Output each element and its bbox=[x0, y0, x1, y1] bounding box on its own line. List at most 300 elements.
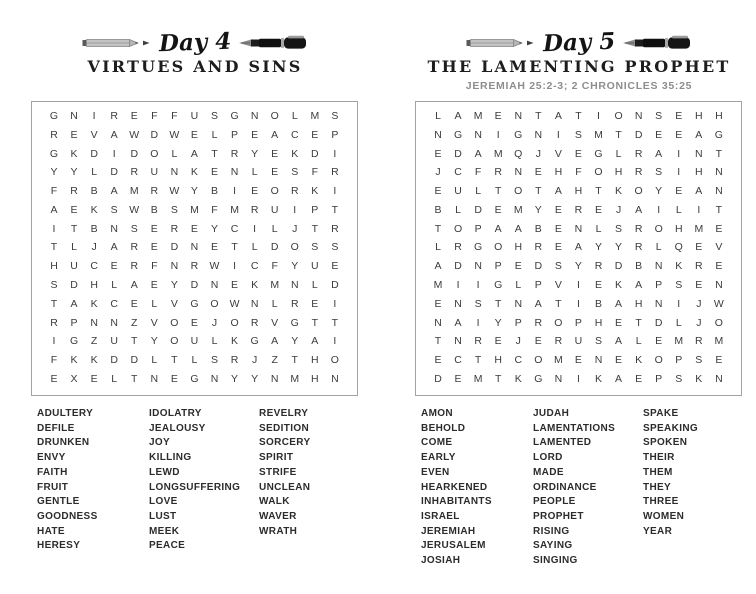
word-item: WALK bbox=[259, 496, 290, 508]
grid-letter: E bbox=[110, 260, 118, 273]
word-item: JOY bbox=[149, 437, 171, 449]
grid-letter: E bbox=[534, 335, 542, 348]
wordsearch-grid bbox=[31, 101, 358, 396]
grid-letter: R bbox=[130, 166, 139, 179]
grid-letter: E bbox=[271, 147, 279, 160]
word-item: RISING bbox=[533, 525, 570, 537]
grid-row bbox=[44, 317, 345, 329]
grid-letter: R bbox=[534, 241, 543, 254]
grid-letter: M bbox=[310, 110, 320, 122]
grid-letter: D bbox=[190, 279, 199, 292]
grid-letter: S bbox=[170, 203, 178, 216]
grid-letter: I bbox=[576, 372, 580, 385]
word-item: THREE bbox=[643, 496, 679, 508]
grid-letter: E bbox=[635, 372, 643, 385]
grid-letter: A bbox=[695, 128, 703, 141]
grid-letter: D bbox=[614, 260, 623, 273]
grid-letter: P bbox=[675, 354, 683, 367]
grid-row bbox=[44, 298, 345, 310]
grid-letter: D bbox=[110, 354, 118, 367]
word-item: HATE bbox=[37, 525, 65, 537]
grid-letter: S bbox=[655, 166, 663, 179]
grid-row bbox=[428, 373, 729, 385]
grid-letter: V bbox=[271, 316, 279, 329]
grid-letter: N bbox=[170, 166, 179, 179]
grid-letter: T bbox=[474, 354, 482, 367]
grid-letter: Y bbox=[190, 185, 198, 198]
grid-letter: E bbox=[454, 372, 462, 385]
grid-letter: T bbox=[291, 354, 298, 367]
grid-letter: R bbox=[634, 241, 643, 254]
scripture-reference: JEREMIAH 25:2-3; 2 CHRONICLES 35:25 bbox=[465, 80, 693, 92]
word-item: SPAKE bbox=[643, 408, 679, 419]
grid-row bbox=[44, 204, 345, 216]
grid-letter: E bbox=[675, 128, 683, 141]
grid-row bbox=[44, 279, 345, 291]
wordsearch-grid bbox=[415, 101, 742, 396]
grid-letter: E bbox=[494, 110, 502, 122]
grid-letter: O bbox=[614, 110, 623, 122]
grid-letter: F bbox=[50, 354, 58, 367]
word-item: SAYING bbox=[533, 540, 573, 552]
grid-letter: K bbox=[231, 335, 239, 348]
grid-letter: A bbox=[434, 260, 442, 273]
grid-letter: N bbox=[634, 110, 643, 122]
grid-letter: M bbox=[594, 128, 603, 141]
grid-letter: H bbox=[574, 185, 583, 198]
grid-letter: O bbox=[453, 222, 463, 235]
grid-letter: T bbox=[434, 335, 442, 348]
grid-letter: Y bbox=[70, 166, 78, 179]
grid-letter: V bbox=[715, 241, 723, 254]
grid-letter: U bbox=[270, 203, 279, 216]
grid-letter: D bbox=[270, 241, 279, 254]
grid-letter: R bbox=[290, 185, 299, 198]
grid-letter: R bbox=[634, 147, 643, 160]
grid-letter: E bbox=[251, 185, 259, 198]
grid-letter: U bbox=[190, 110, 199, 122]
grid-letter: T bbox=[131, 372, 138, 385]
grid-letter: Y bbox=[291, 260, 299, 273]
grid-letter: H bbox=[514, 241, 523, 254]
word-item: LEWD bbox=[149, 466, 180, 478]
word-item: SPOKEN bbox=[643, 437, 688, 449]
grid-letter: M bbox=[270, 279, 280, 292]
grid-row bbox=[428, 223, 729, 235]
grid-letter: N bbox=[110, 316, 118, 329]
grid-letter: T bbox=[50, 297, 58, 310]
grid-letter: T bbox=[575, 110, 582, 122]
grid-letter: M bbox=[129, 185, 139, 198]
grid-letter: S bbox=[655, 110, 663, 122]
puzzle-title: VIRTUES AND SINS bbox=[87, 57, 303, 76]
grid-letter: Q bbox=[674, 241, 683, 254]
grid-letter: I bbox=[333, 185, 337, 198]
grid-letter: R bbox=[574, 203, 583, 216]
grid-letter: A bbox=[615, 372, 623, 385]
grid-letter: E bbox=[210, 241, 218, 254]
word-item: THEM bbox=[643, 466, 673, 478]
grid-letter: F bbox=[50, 185, 58, 198]
grid-letter: A bbox=[190, 147, 198, 160]
grid-letter: F bbox=[271, 260, 278, 273]
grid-letter: E bbox=[594, 203, 602, 216]
grid-letter: T bbox=[494, 297, 502, 310]
grid-letter: S bbox=[594, 335, 602, 348]
word-item: WAVER bbox=[259, 510, 297, 522]
grid-letter: S bbox=[110, 203, 118, 216]
grid-letter: S bbox=[210, 110, 218, 122]
grid-letter: Y bbox=[170, 279, 178, 292]
grid-letter: D bbox=[90, 147, 98, 160]
grid-letter: A bbox=[554, 185, 562, 198]
grid-letter: O bbox=[330, 354, 339, 367]
grid-letter: K bbox=[251, 279, 259, 292]
grid-letter: I bbox=[233, 260, 237, 273]
grid-letter: P bbox=[70, 316, 78, 329]
grid-letter: G bbox=[514, 128, 523, 141]
word-item: HERESY bbox=[37, 540, 81, 552]
grid-letter: S bbox=[130, 222, 138, 235]
word-item: PEACE bbox=[149, 540, 186, 552]
grid-letter: N bbox=[170, 260, 179, 273]
grid-letter: T bbox=[494, 372, 502, 385]
word-item: JOSIAH bbox=[421, 555, 461, 567]
grid-letter: E bbox=[311, 128, 319, 141]
grid-letter: T bbox=[171, 354, 178, 367]
grid-letter: R bbox=[634, 166, 643, 179]
grid-letter: I bbox=[92, 110, 96, 122]
grid-letter: E bbox=[70, 203, 78, 216]
grid-letter: Y bbox=[251, 372, 259, 385]
grid-letter: R bbox=[70, 185, 78, 198]
grid-letter: L bbox=[435, 241, 441, 254]
grid-letter: S bbox=[331, 241, 339, 254]
grid-letter: N bbox=[210, 279, 219, 292]
grid-letter: A bbox=[655, 147, 663, 160]
grid-letter: I bbox=[677, 147, 681, 160]
grid-letter: L bbox=[595, 222, 602, 235]
grid-row bbox=[428, 110, 729, 122]
grid-letter: C bbox=[454, 166, 462, 179]
word-item: MEEK bbox=[149, 525, 180, 537]
grid-letter: G bbox=[594, 147, 603, 160]
grid-letter: N bbox=[250, 110, 259, 122]
grid-letter: T bbox=[311, 316, 319, 329]
grid-letter: E bbox=[190, 316, 198, 329]
grid-letter: A bbox=[110, 241, 118, 254]
grid-letter: K bbox=[615, 279, 623, 292]
grid-letter: R bbox=[634, 222, 643, 235]
word-list bbox=[37, 407, 359, 554]
word-item: LOVE bbox=[149, 496, 178, 508]
grid-letter: P bbox=[574, 316, 582, 329]
grid-row bbox=[428, 279, 729, 291]
grid-letter: S bbox=[210, 354, 218, 367]
grid-letter: T bbox=[331, 203, 339, 216]
grid-letter: L bbox=[211, 335, 218, 348]
grid-letter: N bbox=[250, 297, 259, 310]
grid-letter: K bbox=[675, 260, 683, 273]
grid-letter: D bbox=[654, 316, 663, 329]
grid-letter: G bbox=[534, 372, 543, 385]
grid-letter: M bbox=[433, 279, 443, 292]
grid-row bbox=[44, 241, 345, 253]
grid-letter: N bbox=[474, 128, 482, 141]
grid-letter: A bbox=[514, 222, 522, 235]
word-item: COME bbox=[421, 437, 453, 449]
grid-letter: A bbox=[70, 297, 78, 310]
grid-letter: V bbox=[150, 316, 158, 329]
grid-letter: G bbox=[290, 316, 299, 329]
grid-letter: S bbox=[331, 110, 339, 122]
grid-letter: I bbox=[333, 335, 337, 348]
grid-letter: O bbox=[634, 185, 643, 198]
grid-letter: N bbox=[290, 279, 299, 292]
grid-letter: O bbox=[170, 316, 179, 329]
grid-letter: Y bbox=[655, 185, 663, 198]
grid-letter: G bbox=[250, 335, 259, 348]
word-item: LAMENTATIONS bbox=[533, 422, 616, 434]
grid-letter: N bbox=[594, 354, 603, 367]
grid-letter: E bbox=[574, 354, 582, 367]
grid-letter: S bbox=[675, 279, 683, 292]
grid-letter: T bbox=[715, 203, 723, 216]
word-item: DRUNKEN bbox=[37, 437, 90, 449]
grid-letter: G bbox=[714, 128, 723, 141]
grid-letter: I bbox=[576, 297, 580, 310]
grid-letter: I bbox=[476, 279, 480, 292]
word-item: HEARKENED bbox=[421, 481, 488, 493]
word-item: IDOLATRY bbox=[149, 408, 202, 419]
grid-letter: E bbox=[494, 203, 502, 216]
grid-letter: R bbox=[190, 260, 199, 273]
word-item: JUDAH bbox=[533, 408, 570, 419]
grid-letter: G bbox=[190, 372, 199, 385]
grid-row bbox=[428, 317, 729, 329]
grid-letter: Z bbox=[131, 316, 138, 329]
grid-letter: S bbox=[554, 260, 562, 273]
grid-letter: B bbox=[90, 185, 98, 198]
grid-letter: R bbox=[110, 110, 118, 122]
grid-letter: J bbox=[535, 147, 541, 160]
grid-letter: M bbox=[714, 335, 724, 348]
grid-letter: R bbox=[130, 241, 139, 254]
grid-letter: Y bbox=[291, 335, 299, 348]
grid-letter: P bbox=[331, 128, 339, 141]
puzzle-title: THE LAMENTING PROPHET bbox=[427, 57, 731, 76]
grid-letter: K bbox=[90, 354, 98, 367]
grid-row bbox=[428, 298, 729, 310]
grid-letter: O bbox=[270, 110, 279, 122]
word-item: LORD bbox=[533, 452, 563, 464]
grid-letter: W bbox=[169, 185, 180, 198]
grid-letter: K bbox=[291, 147, 299, 160]
grid-letter: D bbox=[331, 279, 339, 292]
grid-row bbox=[44, 260, 345, 272]
grid-letter: N bbox=[715, 166, 723, 179]
grid-letter: A bbox=[50, 203, 58, 216]
grid-letter: X bbox=[70, 372, 78, 385]
grid-letter: Y bbox=[251, 147, 259, 160]
grid-letter: N bbox=[110, 222, 118, 235]
grid-letter: L bbox=[151, 354, 158, 367]
grid-letter: R bbox=[170, 222, 179, 235]
grid-letter: G bbox=[49, 110, 59, 122]
grid-letter: L bbox=[635, 335, 642, 348]
grid-letter: E bbox=[434, 185, 442, 198]
grid-letter: S bbox=[615, 222, 623, 235]
grid-row bbox=[44, 166, 345, 178]
grid-letter: F bbox=[311, 166, 319, 179]
grid-letter: O bbox=[714, 316, 723, 329]
grid-letter: S bbox=[574, 128, 582, 141]
grid-letter: N bbox=[90, 316, 98, 329]
grid-letter: T bbox=[535, 110, 542, 122]
grid-letter: R bbox=[594, 260, 603, 273]
grid-letter: E bbox=[150, 279, 158, 292]
word-item: STRIFE bbox=[259, 466, 297, 478]
grid-letter: A bbox=[454, 110, 462, 122]
word-item: MADE bbox=[533, 466, 564, 478]
grid-letter: P bbox=[311, 203, 319, 216]
grid-letter: A bbox=[130, 279, 138, 292]
grid-letter: O bbox=[150, 147, 159, 160]
grid-letter: E bbox=[615, 316, 623, 329]
word-item: THEIR bbox=[643, 452, 675, 464]
grid-letter: R bbox=[250, 203, 259, 216]
grid-letter: D bbox=[311, 147, 319, 160]
grid-letter: P bbox=[655, 279, 663, 292]
grid-letter: S bbox=[311, 241, 319, 254]
grid-letter: A bbox=[494, 222, 502, 235]
grid-letter: O bbox=[534, 354, 543, 367]
grid-letter: H bbox=[634, 297, 643, 310]
grid-letter: S bbox=[695, 354, 703, 367]
grid-letter: R bbox=[150, 185, 159, 198]
grid-letter: T bbox=[535, 185, 542, 198]
grid-letter: P bbox=[231, 128, 239, 141]
grid-letter: E bbox=[534, 166, 542, 179]
grid-letter: L bbox=[251, 166, 258, 179]
grid-letter: B bbox=[210, 185, 218, 198]
grid-letter: J bbox=[696, 316, 702, 329]
word-list-column bbox=[149, 407, 259, 554]
word-item: ORDINANCE bbox=[533, 481, 597, 493]
grid-letter: I bbox=[333, 297, 337, 310]
pencil-icon bbox=[82, 36, 152, 50]
grid-letter: E bbox=[494, 335, 502, 348]
word-item: EARLY bbox=[421, 452, 456, 464]
word-list-column bbox=[37, 407, 149, 554]
grid-letter: H bbox=[554, 166, 563, 179]
grid-row bbox=[428, 166, 729, 178]
grid-letter: Y bbox=[534, 203, 542, 216]
grid-letter: C bbox=[110, 297, 118, 310]
grid-letter: Y bbox=[150, 335, 158, 348]
grid-letter: Q bbox=[514, 147, 523, 160]
grid-letter: A bbox=[695, 185, 703, 198]
grid-letter: E bbox=[655, 128, 663, 141]
grid-letter: K bbox=[90, 297, 98, 310]
grid-letter: L bbox=[271, 222, 278, 235]
grid-letter: M bbox=[493, 147, 503, 160]
grid-letter: Z bbox=[271, 354, 278, 367]
grid-letter: L bbox=[251, 241, 258, 254]
grid-row bbox=[428, 260, 729, 272]
grid-letter: J bbox=[515, 335, 521, 348]
grid-letter: K bbox=[70, 147, 78, 160]
grid-letter: T bbox=[231, 241, 238, 254]
grid-letter: I bbox=[556, 128, 560, 141]
grid-letter: E bbox=[50, 372, 58, 385]
grid-letter: E bbox=[231, 279, 239, 292]
grid-letter: W bbox=[169, 128, 180, 141]
grid-letter: R bbox=[695, 260, 703, 273]
grid-letter: I bbox=[576, 279, 580, 292]
word-item: SPIRIT bbox=[259, 452, 294, 464]
grid-letter: M bbox=[694, 222, 704, 235]
grid-letter: K bbox=[70, 354, 78, 367]
word-item: LAMENTED bbox=[533, 437, 592, 449]
grid-letter: H bbox=[614, 166, 623, 179]
grid-row bbox=[428, 204, 729, 216]
grid-row bbox=[44, 129, 345, 141]
grid-letter: E bbox=[190, 128, 198, 141]
grid-letter: R bbox=[695, 335, 703, 348]
word-item: SINGING bbox=[533, 555, 578, 567]
grid-letter: G bbox=[453, 128, 463, 141]
grid-row bbox=[44, 148, 345, 160]
grid-letter: T bbox=[615, 128, 622, 141]
grid-letter: E bbox=[130, 110, 138, 122]
grid-letter: I bbox=[677, 297, 681, 310]
grid-letter: E bbox=[554, 203, 562, 216]
grid-letter: E bbox=[251, 128, 259, 141]
grid-letter: N bbox=[70, 110, 78, 122]
grid-letter: T bbox=[715, 147, 723, 160]
grid-letter: M bbox=[473, 372, 483, 385]
grid-letter: L bbox=[171, 147, 178, 160]
grid-letter: N bbox=[454, 297, 462, 310]
grid-letter: M bbox=[473, 110, 483, 122]
grid-letter: O bbox=[494, 241, 503, 254]
grid-letter: D bbox=[474, 203, 482, 216]
grid-letter: T bbox=[434, 222, 442, 235]
grid-letter: E bbox=[150, 222, 158, 235]
word-item: ADULTERY bbox=[37, 408, 94, 419]
grid-letter: I bbox=[597, 110, 600, 122]
grid-letter: L bbox=[675, 203, 682, 216]
grid-letter: N bbox=[270, 372, 279, 385]
grid-letter: B bbox=[434, 203, 442, 216]
grid-letter: Y bbox=[231, 372, 239, 385]
grid-letter: E bbox=[695, 241, 703, 254]
grid-letter: E bbox=[715, 222, 723, 235]
grid-letter: A bbox=[615, 297, 623, 310]
grid-letter: U bbox=[190, 335, 199, 348]
grid-letter: D bbox=[434, 372, 442, 385]
grid-letter: D bbox=[110, 166, 118, 179]
grid-letter: M bbox=[554, 354, 563, 367]
grid-letter: L bbox=[675, 316, 682, 329]
grid-letter: I bbox=[253, 222, 257, 235]
word-item: KILLING bbox=[149, 452, 192, 464]
grid-letter: R bbox=[230, 354, 239, 367]
grid-letter: R bbox=[50, 316, 58, 329]
grid-letter: N bbox=[454, 335, 462, 348]
grid-letter: K bbox=[615, 185, 623, 198]
